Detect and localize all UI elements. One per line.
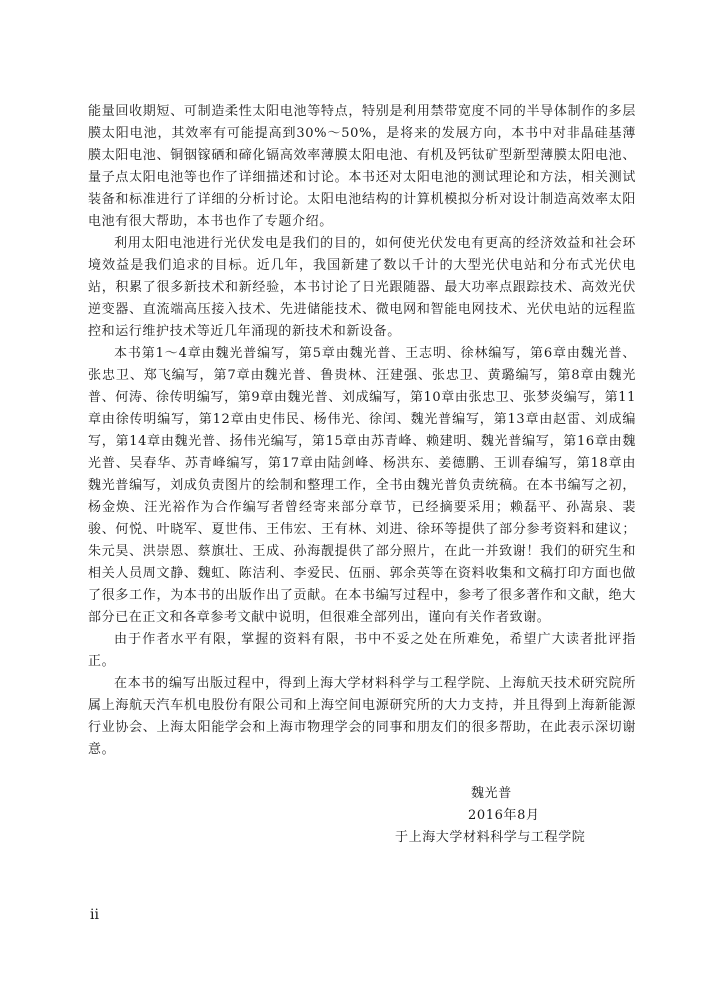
paragraph-2: 利用太阳电池进行光伏发电是我们的目的，如何使光伏发电有更高的经济效益和社会环境效益是我们追求的目标。近几年，我国新建了数以千计的大型光伏电站和分布式光伏电站，积累了很多新技术和新经验，本书讨论了日光跟随器、最大功率点跟踪技术、高效光伏逆变器、直流端高压接入技术、先进储能技术、微电网和智能电网技术、光伏电站的远程监控和运行维护技术等近几年涌现的新技术和新设备。 <box>88 236 636 339</box>
paragraph-5: 在本书的编写出版过程中，得到上海大学材料科学与工程学院、上海航天技术研究院所属上海航天汽车机电股份有限公司和上海空间电源研究所的大力支持，并且得到上海新能源行业协会、上海太阳能学会和上海市物理学会的同事和朋友们的很多帮助，在此表示深切谢意。 <box>88 676 636 757</box>
signature-place: 于上海大学材料科学与工程学院 <box>395 830 586 845</box>
signature-date: 2016年8月 <box>468 808 540 823</box>
paragraph-4: 由于作者水平有限，掌握的资料有限，书中不妥之处在所难免，希望广大读者批评指正。 <box>88 632 636 669</box>
page-number: ii <box>90 907 99 923</box>
paragraph-1: 能量回收期短、可制造柔性太阳电池等特点，特别是利用禁带宽度不同的半导体制作的多层膜太阳电池，其效率有可能提高到30%～50%，是将来的发展方向，本书中对非晶硅基薄膜太阳电池、铜铟镓硒和碲化镉高效率薄膜太阳电池、有机及钙钛矿型新型薄膜太阳电池、量子点太阳电池等也作了详细描述和讨论。本书还对太阳电池的测试理论和方法，相关测试装备和标准进行了详细的分析讨论。太阳电池结构的计算机模拟分析对设计制造高效率太阳电池有很大帮助，本书也作了专题介绍。 <box>88 104 636 229</box>
preface-body <box>88 101 636 761</box>
signature-author: 魏光普 <box>471 786 512 801</box>
paragraph-3: 本书第1～4章由魏光普编写，第5章由魏光普、王志明、徐林编写，第6章由魏光普、张忠卫、郑飞编写，第7章由魏光普、鲁贵林、汪建强、张忠卫、黄璐编写，第8章由魏光普、何涛、徐传明编写，第9章由魏光普、刘成编写，第10章由张忠卫、张梦炎编写，第11章由徐传明编写，第12章由史伟民、杨伟光、徐闰、魏光普编写，第13章由赵雷、刘成编写，第14章由魏光普、扬伟光编写，第15章由苏青峰、赖建明、魏光普编写，第16章由魏光普、吴春华、苏青峰编写，第17章由陆剑峰、杨洪东、姜德鹏、王训春编写，第18章由魏光普编写，刘成负责图片的绘制和整理工作，全书由魏光普负责统稿。在本书编写之初，杨金焕、汪光裕作为合作编写者曾经寄来部分章节，已经摘要采用；赖磊平、孙嵩泉、裴骏、何悦、叶晓军、夏世伟、王伟宏、王有林、刘进、徐环等提供了部分参考资料和建议；朱元昊、洪崇恩、蔡旗壮、王成、孙海靓提供了部分照片，在此一并致谢！我们的研究生和相关人员周文静、魏虹、陈洁利、李爱民、伍丽、郭余英等在资料收集和文稿打印方面也做了很多工作，为本书的出版作出了贡献。在本书编写过程中，参考了很多著作和文献，绝大部分已在正文和各章参考文献中说明，但很难全部列出，谨向有关作者致谢。 <box>88 346 636 625</box>
